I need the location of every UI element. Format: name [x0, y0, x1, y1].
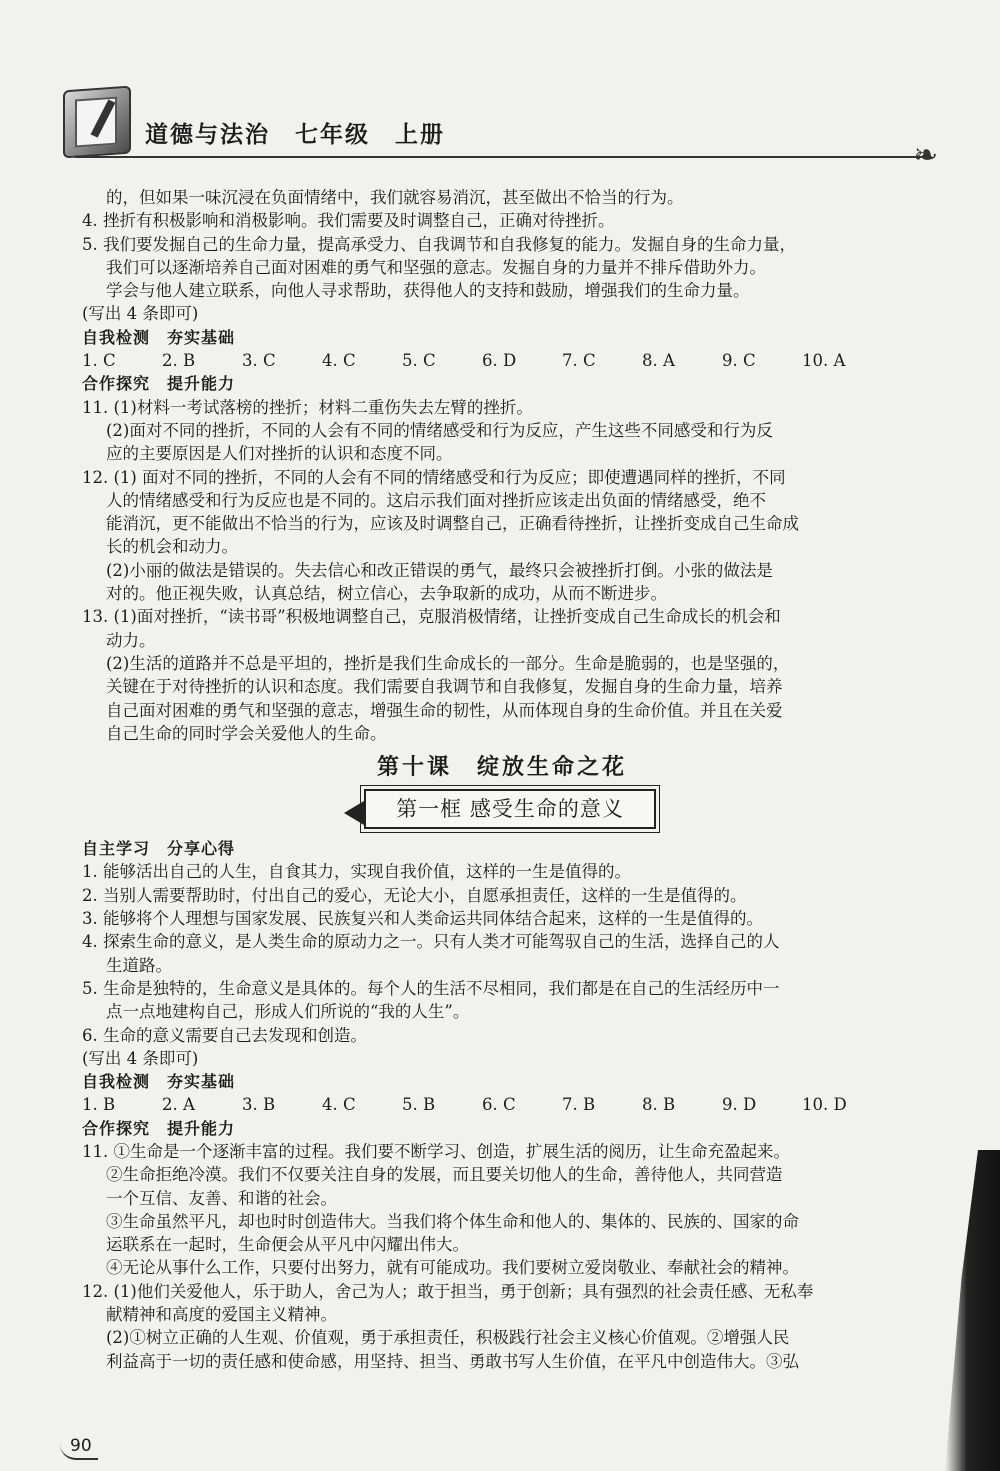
arrow-left-icon — [344, 801, 364, 825]
text-line: 对的。他正视失败，认真总结，树立信心，去争取新的成功，从而不断进步。 — [106, 584, 667, 604]
answer-item: 8. A — [642, 351, 675, 371]
answer-item: 1. C — [82, 351, 116, 371]
answer-item: 7. B — [562, 1095, 596, 1115]
section-heading-self-check: 自我检测 夯实基础 — [82, 327, 236, 347]
text-line: 自己生命的同时学会关爱他人的生命。 — [106, 723, 387, 743]
answer-item: 10. A — [802, 351, 846, 371]
text-line: 6. 生命的意义需要自己去发现和创造。 — [82, 1025, 367, 1045]
answer-item: 5. B — [402, 1095, 436, 1115]
text-line: (2)面对不同的挫折，不同的人会有不同的情绪感受和行为反应，产生这些不同感受和行为反 — [106, 420, 773, 440]
answer-item: 7. C — [562, 351, 596, 371]
section-heading-explore: 合作探究 提升能力 — [82, 374, 236, 394]
text-line: 一个互信、友善、和谐的社会。 — [106, 1188, 337, 1208]
text-line: 2. 当别人需要帮助时，付出自己的爱心，无论大小，自愿承担责任，这样的一生是值得的。 — [82, 885, 747, 905]
text-line: 人的情绪感受和行为反应也是不同的。这启示我们面对挫折应该走出负面的情绪感受，绝不 — [106, 490, 766, 510]
swirl-ornament-icon: ❧ — [913, 138, 939, 173]
answer-item: 8. B — [642, 1095, 676, 1115]
answer-item: 4. C — [322, 351, 356, 371]
text-line: 5. 我们要发掘自己的生命力量，提高承受力、自我调节和自我修复的能力。发掘自身的生命力量， — [82, 234, 796, 254]
text-line: (写出 4 条即可) — [82, 1048, 199, 1068]
text-line: 关键在于对待挫折的认识和态度。我们需要自我调节和自我修复，发掘自身的生命力量，培养 — [106, 677, 783, 697]
text-line: 13. (1)面对挫折，“读书哥”积极地调整自己，克服消极情绪，让挫折变成自己生命成长的机会和 — [82, 607, 781, 627]
text-line: (2)生活的道路并不总是平坦的，挫折是我们生命成长的一部分。生命是脆弱的，也是坚强的， — [106, 653, 790, 673]
page-edge-shadow — [945, 1150, 1000, 1471]
text-line: 长的机会和动力。 — [106, 537, 238, 557]
answer-block-top — [82, 186, 922, 326]
text-line: 应的主要原因是人们对挫折的认识和态度不同。 — [106, 444, 453, 464]
answer-item: 9. C — [722, 351, 756, 371]
book-title: 道德与法治 七年级 上册 — [145, 122, 445, 148]
answer-item: 10. D — [802, 1095, 847, 1115]
text-line: ④无论从事什么工作，只要付出努力，就有可能成功。我们要树立爱岗敬业、奉献社会的精神。 — [106, 1258, 799, 1278]
section-heading-explore: 合作探究 提升能力 — [82, 1118, 236, 1138]
text-line: 利益高于一切的责任感和使命感，用坚持、担当、勇敢书写人生价值，在平凡中创造伟大。③弘 — [106, 1351, 799, 1371]
text-line: 献精神和高度的爱国主义精神。 — [106, 1305, 337, 1325]
text-line: 能消沉，更不能做出不恰当的行为，应该及时调整自己，正确看待挫折，让挫折变成自己生命成 — [106, 514, 799, 534]
answer-item: 4. C — [322, 1095, 356, 1115]
answer-item: 5. C — [402, 351, 436, 371]
answer-row — [82, 1093, 922, 1116]
answer-item: 6. D — [482, 351, 517, 371]
text-line: 学会与他人建立联系，向他人寻求帮助，获得他人的支持和鼓励，增强我们的生命力量。 — [106, 281, 750, 301]
answer-block-end — [82, 1140, 922, 1373]
text-line: 点一点地建构自己，形成人们所说的“我的人生”。 — [106, 1002, 470, 1022]
text-line: 5. 生命是独特的，生命意义是具体的。每个人的生活不尽相同，我们都是在自己的生活经历中一 — [82, 978, 780, 998]
text-line: 12. (1)他们关爱他人，乐于助人，舍己为人；敢于担当，勇于创新；具有强烈的社会责任感、无私奉 — [82, 1281, 814, 1301]
text-line: 11. (1)材料一考试落榜的挫折；材料二重伤失去左臂的挫折。 — [82, 397, 533, 417]
text-line: 运联系在一起时，生命便会从平凡中闪耀出伟大。 — [106, 1235, 469, 1255]
text-line: ②生命拒绝冷漠。我们不仅要关注自身的发展，而且要关切他人的生命，善待他人，共同营造 — [106, 1165, 783, 1185]
answer-item: 1. B — [82, 1095, 116, 1115]
frame-title: 第一框 感受生命的意义 — [364, 789, 656, 829]
answer-item: 6. C — [482, 1095, 516, 1115]
answer-item: 3. C — [242, 351, 276, 371]
header-divider — [75, 156, 930, 158]
page-header — [55, 88, 955, 178]
section-heading-self-check: 自我检测 夯实基础 — [82, 1072, 236, 1092]
text-line: 3. 能够将个人理想与国家发展、民族复兴和人类命运共同体结合起来，这样的一生是值得的。 — [82, 909, 763, 929]
answer-item: 2. A — [162, 1095, 195, 1115]
answer-block-study — [82, 860, 922, 1070]
answer-row — [82, 349, 922, 372]
text-line: 12. (1) 面对不同的挫折，不同的人会有不同的情绪感受和行为反应；即使遭遇同样的挫折，不同 — [82, 467, 786, 487]
text-line: 动力。 — [106, 630, 156, 650]
answer-item: 3. B — [242, 1095, 276, 1115]
section-heading-study: 自主学习 分享心得 — [82, 839, 236, 859]
text-line: 自己面对困难的勇气和坚强的意志，增强生命的韧性，从而体现自身的生命价值。并且在关爱 — [106, 700, 783, 720]
text-line: ③生命虽然平凡，却也时时创造伟大。当我们将个体生命和他人的、集体的、民族的、国家的命 — [106, 1211, 799, 1231]
text-line: (2)小丽的做法是错误的。失去信心和改正错误的勇气，最终只会被挫折打倒。小张的做法是 — [106, 560, 773, 580]
text-line: (2)①树立正确的人生观、价值观，勇于承担责任，积极践行社会主义核心价值观。②增强人民 — [106, 1328, 790, 1348]
text-line: 的，但如果一味沉浸在负面情绪中，我们就容易消沉，甚至做出不恰当的行为。 — [106, 188, 684, 207]
text-line: 1. 能够活出自己的人生，自食其力，实现自我价值，这样的一生是值得的。 — [82, 862, 631, 882]
text-line: 生道路。 — [106, 955, 172, 975]
lesson-title: 第十课 绽放生命之花 — [376, 754, 627, 781]
book-logo-icon — [63, 86, 131, 159]
text-line: 4. 探索生命的意义，是人类生命的原动力之一。只有人类才可能驾驭自己的生活，选择自己的人 — [82, 932, 780, 952]
text-line: 11. ①生命是一个逐渐丰富的过程。我们要不断学习、创造，扩展生活的阅历，让生命充盈起来。 — [82, 1141, 790, 1161]
answer-item: 2. B — [162, 351, 196, 371]
answer-item: 9. D — [722, 1095, 757, 1115]
page-number: 90 — [60, 1436, 98, 1460]
answer-block-mid — [82, 396, 922, 745]
frame-banner — [82, 785, 922, 837]
text-line: 4. 挫折有积极影响和消极影响。我们需要及时调整自己，正确对待挫折。 — [82, 211, 615, 231]
text-line: (写出 4 条即可) — [82, 304, 199, 324]
page-content — [82, 186, 922, 1373]
text-line: 我们可以逐渐培养自己面对困难的勇气和坚强的意志。发掘自身的力量并不排斥借助外力。 — [106, 257, 766, 277]
